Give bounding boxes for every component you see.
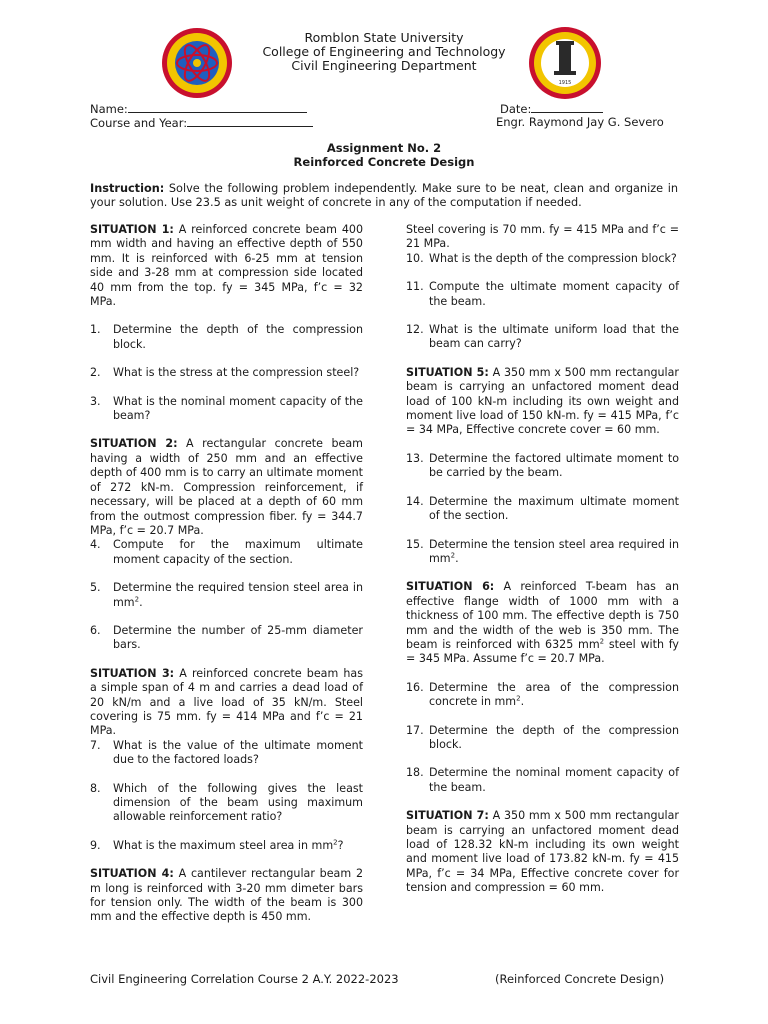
situation-4 bbox=[90, 867, 363, 925]
question-3 bbox=[90, 395, 363, 424]
situation-3 bbox=[90, 667, 363, 739]
instruction bbox=[90, 182, 678, 209]
question-9 bbox=[90, 839, 363, 853]
question-text: Compute the ultimate moment capacity of the beam. bbox=[429, 280, 679, 308]
question-6 bbox=[90, 624, 363, 653]
question-18 bbox=[406, 766, 679, 795]
situation-5 bbox=[406, 366, 679, 438]
instructor-name: Engr. Raymond Jay G. Severo bbox=[496, 115, 664, 129]
superscript: 2 bbox=[516, 694, 521, 703]
question-text: Determine the area of the compression concrete in mm bbox=[429, 680, 679, 709]
situation-text: A reinforced concrete beam 400 mm width and having an effective depth of 550 mm. It is reinforced with 6-25 mm at tension side and 3-28 mm at compression side located 40 mm from the top. fy = 345 MPa, f’c = 32 MPa. bbox=[90, 223, 363, 309]
question-12 bbox=[406, 323, 679, 352]
date-field bbox=[500, 101, 603, 116]
department-name: Civil Engineering Department bbox=[291, 58, 477, 73]
situation-label: SITUATION 6: bbox=[406, 580, 495, 594]
question-text: Compute for the maximum ultimate moment capacity of the section. bbox=[113, 538, 363, 566]
situation-label: SITUATION 4: bbox=[90, 867, 174, 881]
situation-6 bbox=[406, 580, 679, 666]
name-blank[interactable] bbox=[128, 101, 307, 113]
superscript: 2 bbox=[599, 637, 605, 646]
question-number: 16. bbox=[406, 680, 424, 694]
question-number: 7. bbox=[90, 738, 101, 752]
situation-label: SITUATION 1: bbox=[90, 223, 174, 236]
situation-text: A cantilever rectangular beam 2 m long is reinforced with 3-20 mm dimeter bars for tension only. The width of the beam is 300 mm and the effective depth is 450 mm. bbox=[90, 867, 364, 924]
situation-2 bbox=[90, 437, 363, 538]
question-text: Determine the nominal moment capacity of the beam. bbox=[429, 766, 679, 794]
question-number: 14. bbox=[406, 494, 424, 508]
question-suffix: . bbox=[455, 551, 459, 565]
question-number: 18. bbox=[406, 766, 424, 780]
situation-4-continued: Steel covering is 70 mm. fy = 415 MPa and f’c = 21 MPa. bbox=[406, 223, 679, 251]
question-number: 13. bbox=[406, 451, 424, 465]
footer-right: (Reinforced Concrete Design) bbox=[495, 972, 665, 986]
date-label: Date: bbox=[500, 102, 532, 116]
question-number: 3. bbox=[90, 394, 101, 408]
question-2 bbox=[90, 366, 363, 380]
situation-text: A 350 mm x 500 mm rectangular beam is carrying an unfactored moment dead load of 100 kN-m including its own weight and moment live load of 150 kN-m. fy = 415 MPa, f’c = 34 MPa, Effective concrete cover = 60 mm. bbox=[406, 365, 679, 437]
question-text: What is the value of the ultimate moment due to the factored loads? bbox=[113, 738, 363, 767]
instruction-label: Instruction: bbox=[90, 182, 165, 195]
question-text: Determine the tension steel area required in mm bbox=[429, 537, 679, 565]
date-blank[interactable] bbox=[531, 101, 603, 113]
question-4 bbox=[90, 538, 363, 567]
superscript: 2 bbox=[333, 838, 338, 847]
situation-label: SITUATION 5: bbox=[406, 365, 489, 379]
seal-year: 1915 bbox=[558, 80, 572, 86]
footer-left: Civil Engineering Correlation Course 2 A.Y. 2022-2023 bbox=[90, 972, 399, 986]
situation-7 bbox=[406, 809, 679, 895]
question-11 bbox=[406, 280, 679, 309]
situation-label: SITUATION 2: bbox=[90, 437, 178, 451]
question-number: 5. bbox=[90, 581, 101, 595]
question-number: 8. bbox=[90, 781, 101, 795]
course-label: Course and Year: bbox=[90, 116, 188, 130]
situation-label: SITUATION 7: bbox=[406, 809, 489, 823]
question-16 bbox=[406, 681, 679, 710]
question-number: 4. bbox=[90, 538, 101, 552]
question-suffix: ? bbox=[337, 838, 344, 852]
situation-text-cont: steel with fy = 345 MPa. Assume f’c = 20.7 MPa. bbox=[406, 637, 679, 666]
question-5 bbox=[90, 581, 363, 610]
question-text: What is the stress at the compression steel? bbox=[113, 366, 360, 380]
situation-text: A reinforced T-beam has an effective flange width of 1000 mm with a thickness of 100 mm. The effective depth is 750 mm and the width of the web is 350 mm. The beam is reinforced with 6325 mm bbox=[406, 580, 679, 651]
situation-text: A reinforced concrete beam has a simple span of 4 m and carries a dead load of 20 kN/m and a live load of 35 kN/m. Steel covering is 75 mm. fy = 414 MPa and f’c = 21 MPa. bbox=[90, 666, 363, 738]
question-text: Which of the following gives the least dimension of the beam using maximum allowable reinforcement ratio? bbox=[113, 781, 363, 824]
situation-text: A rectangular concrete beam having a width of 250 mm and an effective depth of 400 mm is to carry an ultimate moment of 272 kN-m. Compression reinforcement, if necessary, will be placed at a depth of 60 mm from the outmost compression fiber. fy = 344.7 MPa, f’c = 20.7 MPa. bbox=[90, 437, 363, 537]
question-number: 11. bbox=[406, 280, 424, 294]
question-13 bbox=[406, 452, 679, 481]
question-number: 17. bbox=[406, 723, 424, 737]
question-text: What is the nominal moment capacity of the beam? bbox=[113, 394, 363, 423]
question-number: 15. bbox=[406, 537, 424, 551]
question-text: Determine the depth of the compression block. bbox=[113, 323, 363, 351]
question-14 bbox=[406, 495, 679, 524]
question-number: 10. bbox=[406, 251, 424, 265]
question-number: 2. bbox=[90, 366, 101, 380]
question-text: What is the ultimate uniform load that the beam can carry? bbox=[429, 323, 679, 351]
question-number: 6. bbox=[90, 623, 101, 637]
situation-1 bbox=[90, 223, 363, 309]
left-column bbox=[90, 223, 363, 925]
question-17 bbox=[406, 724, 679, 753]
question-10 bbox=[406, 252, 679, 266]
right-column bbox=[406, 223, 679, 896]
instruction-text: Solve the following problem independently. Make sure to be neat, clean and organize in your solution. Use 23.5 as unit weight of concrete in any of the computation if needed. bbox=[90, 182, 678, 209]
question-text: Determine the maximum ultimate moment of the section. bbox=[429, 494, 679, 523]
superscript: 2 bbox=[450, 551, 456, 560]
question-text: What is the depth of the compression block? bbox=[429, 251, 677, 265]
question-text: Determine the factored ultimate moment to be carried by the beam. bbox=[429, 451, 679, 480]
question-1 bbox=[90, 323, 363, 352]
superscript: 2 bbox=[134, 594, 140, 603]
name-label: Name: bbox=[90, 102, 128, 116]
question-text: Determine the number of 25-mm diameter bars. bbox=[113, 623, 363, 652]
course-blank[interactable] bbox=[187, 115, 313, 127]
question-suffix: . bbox=[520, 695, 525, 709]
question-7 bbox=[90, 739, 363, 768]
question-text: Determine the required tension steel area in mm bbox=[113, 581, 363, 609]
assignment-subtitle: Reinforced Concrete Design bbox=[293, 155, 475, 169]
situation-text: A 350 mm x 500 mm rectangular beam is carrying an unfactored moment dead load of 128.32 kN-m including its own weight and moment live load of 173.82 kN-m. fy = 415 MPa, f’c = 34 MPa, Effective concrete cover for tension and compression = 60 mm. bbox=[406, 809, 679, 895]
question-text: What is the maximum steel area in mm bbox=[113, 838, 334, 852]
question-text: Determine the depth of the compression block. bbox=[429, 723, 679, 751]
question-15 bbox=[406, 538, 679, 567]
name-field bbox=[90, 101, 307, 116]
course-field bbox=[90, 115, 313, 130]
question-number: 9. bbox=[90, 838, 101, 852]
question-number: 1. bbox=[90, 323, 101, 337]
situation-label: SITUATION 3: bbox=[90, 666, 175, 680]
college-name: College of Engineering and Technology bbox=[262, 44, 506, 59]
question-8 bbox=[90, 782, 363, 825]
question-number: 12. bbox=[406, 323, 424, 337]
assignment-title: Assignment No. 2 bbox=[326, 141, 442, 155]
question-suffix: . bbox=[139, 595, 143, 609]
university-name: Romblon State University bbox=[304, 30, 464, 45]
